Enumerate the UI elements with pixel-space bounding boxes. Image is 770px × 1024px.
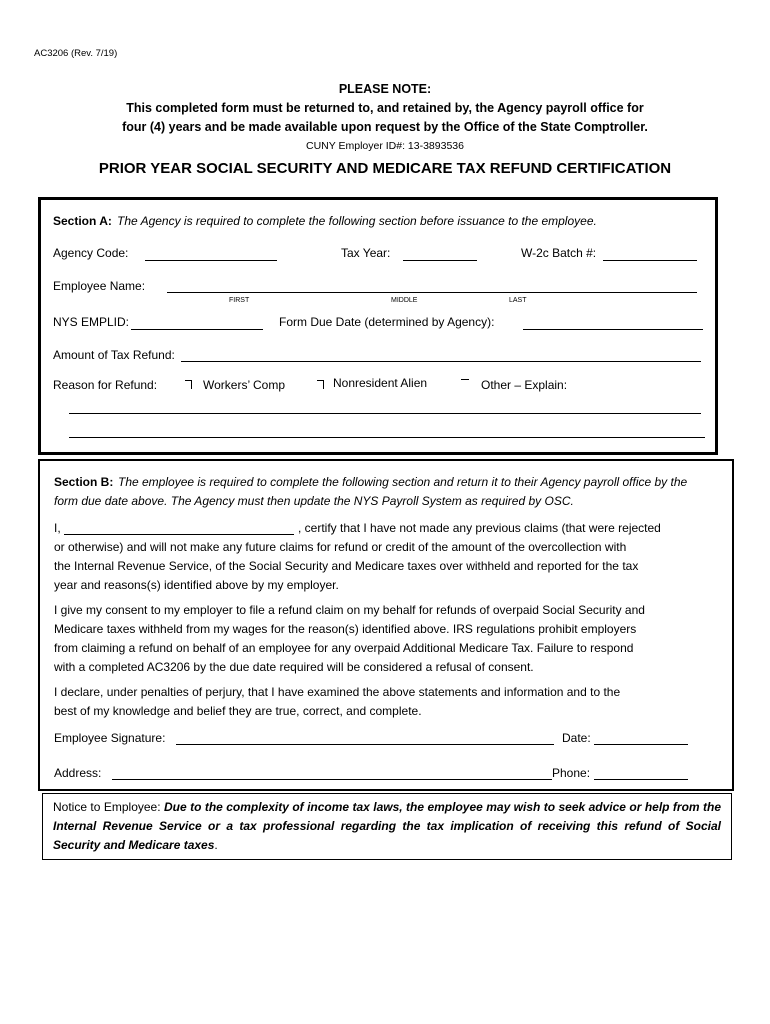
page-title: PRIOR YEAR SOCIAL SECURITY AND MEDICARE TAX REFUND CERTIFICATION xyxy=(98,160,672,177)
workers-comp-label: Workers’ Comp xyxy=(203,378,286,392)
first-caption: FIRST xyxy=(229,297,250,304)
w2c-batch-label: W-2c Batch #: xyxy=(521,246,597,260)
note-title: PLEASE NOTE: xyxy=(338,82,432,96)
section-a-label: Section A: xyxy=(53,214,112,228)
notice-body: Due to the complexity of income tax laws, the employee may wish to seek advice or help from the Internal Revenue Service or a tax professional regarding the tax implication of receiving this refund of Social Security and Medicare taxes xyxy=(53,800,721,852)
signature-label: Employee Signature: xyxy=(54,731,166,745)
employee-name-field[interactable] xyxy=(167,292,697,293)
section-b-instruction-2: form due date above. The Agency must then update the NYS Payroll System as required by OSC. xyxy=(54,494,574,508)
employee-name-label: Employee Name: xyxy=(53,279,146,293)
agency-code-label: Agency Code: xyxy=(53,246,129,260)
section-b xyxy=(38,459,734,791)
explain-line-2[interactable] xyxy=(69,437,705,438)
tax-year-label: Tax Year: xyxy=(341,246,391,260)
certify-prefix: I, xyxy=(54,521,61,535)
form-due-date-field[interactable] xyxy=(523,329,703,330)
other-label: Other – Explain: xyxy=(481,378,568,392)
amount-refund-label: Amount of Tax Refund: xyxy=(53,348,175,362)
amount-refund-field[interactable] xyxy=(181,361,701,362)
notice-suffix: . xyxy=(214,838,218,852)
notice-box xyxy=(42,793,732,860)
section-b-label: Section B: xyxy=(54,475,114,489)
reason-refund-label: Reason for Refund: xyxy=(53,378,158,392)
other-checkbox[interactable] xyxy=(461,379,469,380)
note-block xyxy=(0,80,770,156)
note-line-1: This completed form must be returned to, and retained by, the Agency payroll office for xyxy=(126,101,644,115)
paragraph-consent: I give my consent to my employer to file a refund claim on my behalf for refunds of overpaid Social Security and Medicare taxes withheld from my wages for the reason(s) identified above. IRS regulations prohibit employers from claiming a refund on behalf of an employee for any overpaid Additional Medicare Tax. Failure to respond with a completed AC3206 by the due date required will be considered a refusal of consent. xyxy=(54,603,645,674)
note-line-2: four (4) years and be made available upon request by the Office of the State Comptroller. xyxy=(122,120,648,134)
nonresident-checkbox[interactable] xyxy=(317,380,324,389)
date-field[interactable] xyxy=(594,744,688,745)
employee-name-certify-field[interactable] xyxy=(64,534,294,535)
workers-comp-checkbox[interactable] xyxy=(185,380,192,389)
phone-label: Phone: xyxy=(552,766,591,780)
explain-line-1[interactable] xyxy=(69,413,701,414)
address-label: Address: xyxy=(54,766,102,780)
last-caption: LAST xyxy=(509,297,527,304)
date-label: Date: xyxy=(562,731,591,745)
section-b-instruction-1: The employee is required to complete the following section and return it to their Agency payroll office by the xyxy=(118,475,688,489)
nonresident-label: Nonresident Alien xyxy=(333,376,428,390)
middle-caption: MIDDLE xyxy=(391,297,418,304)
employer-id: CUNY Employer ID#: 13-3893536 xyxy=(306,140,464,152)
paragraph-declare: I declare, under penalties of perjury, that I have examined the above statements and information and to the best of my knowledge and belief they are true, correct, and complete. xyxy=(54,685,621,718)
notice-text xyxy=(53,798,721,855)
nys-emplid-field[interactable] xyxy=(131,329,263,330)
notice-prefix: Notice to Employee: xyxy=(53,800,161,814)
agency-code-field[interactable] xyxy=(145,260,277,261)
tax-year-field[interactable] xyxy=(403,260,477,261)
certify-text: , certify that I have not made any previous claims (that were rejected xyxy=(298,521,661,535)
w2c-batch-field[interactable] xyxy=(603,260,697,261)
phone-field[interactable] xyxy=(594,779,688,780)
signature-field[interactable] xyxy=(176,744,554,745)
nys-emplid-label: NYS EMPLID: xyxy=(53,315,130,329)
section-a xyxy=(38,197,718,455)
section-a-instruction: The Agency is required to complete the following section before issuance to the employee. xyxy=(117,214,597,228)
form-due-date-label: Form Due Date (determined by Agency): xyxy=(279,315,495,329)
address-field[interactable] xyxy=(112,779,552,780)
form-id: AC3206 (Rev. 7/19) xyxy=(34,48,118,59)
paragraph-certify: or otherwise) and will not make any future claims for refund or credit of the amount of the overcollection with the Internal Revenue Service, of the Social Security and Medicare taxes over withheld and reported for the tax year and reasons(s) identified above by my employer. xyxy=(54,540,639,592)
